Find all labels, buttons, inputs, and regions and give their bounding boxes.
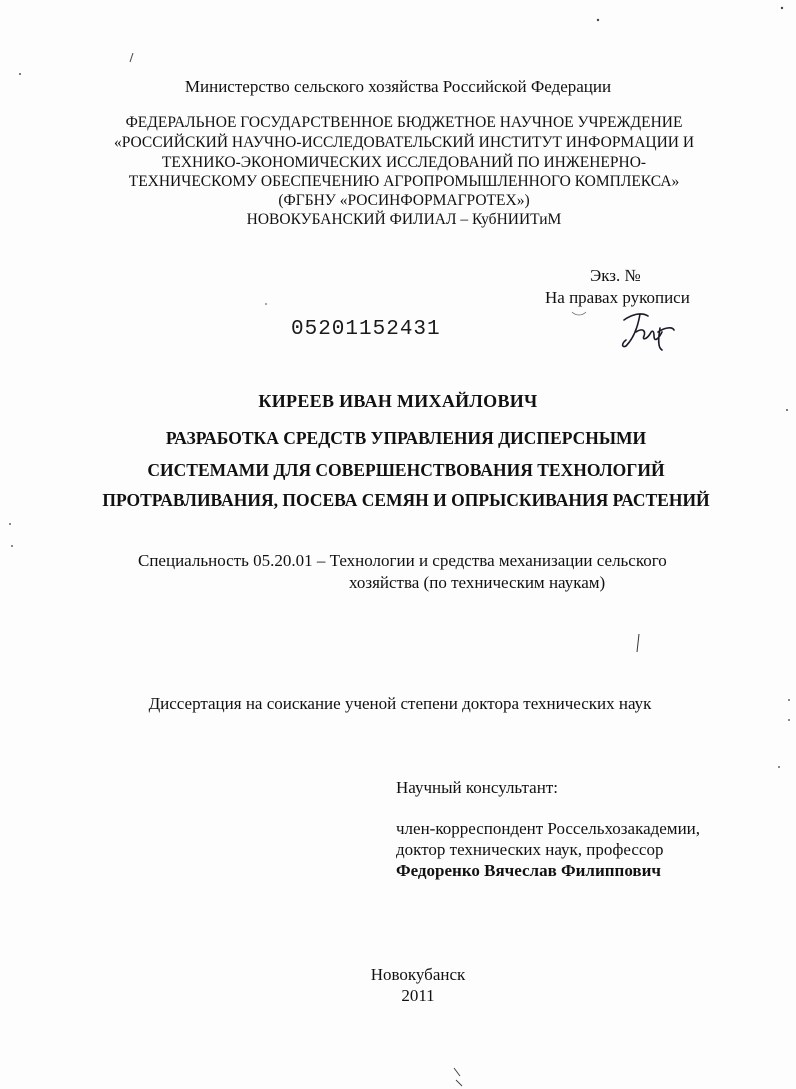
author-name: КИРЕЕВ ИВАН МИХАЙЛОВИЧ xyxy=(258,391,538,411)
specialty-line-1: Специальность 05.20.01 – Технологии и средства механизации сельского xyxy=(138,551,667,570)
specialty-line-2: хозяйства (по техническим наукам) xyxy=(349,573,606,592)
city: Новокубанск xyxy=(370,965,466,984)
consultant-degree: доктор технических наук, профессор xyxy=(396,840,664,859)
institution-line: «РОССИЙСКИЙ НАУЧНО-ИССЛЕДОВАТЕЛЬСКИЙ ИНСТИТУТ ИНФОРМАЦИИ И xyxy=(113,134,695,151)
year: 2011 xyxy=(401,986,435,1005)
institution-line: ТЕХНИКО-ЭКОНОМИЧЕСКИХ ИССЛЕДОВАНИЙ ПО ИНЖЕНЕРНО- xyxy=(161,154,647,171)
dissertation-statement: Диссертация на соискание ученой степени доктора технических наук xyxy=(148,694,652,713)
dissertation-title-line: СИСТЕМАМИ ДЛЯ СОВЕРШЕНСТВОВАНИЯ ТЕХНОЛОГИЙ xyxy=(147,460,665,480)
ministry-name: Министерство сельского хозяйства Российской Федерации xyxy=(184,77,612,96)
consultant-name: Федоренко Вячеслав Филиппович xyxy=(396,861,661,880)
dissertation-title-line: РАЗРАБОТКА СРЕДСТВ УПРАВЛЕНИЯ ДИСПЕРСНЫМИ xyxy=(165,428,647,448)
institution-line: ТЕХНИЧЕСКОМУ ОБЕСПЕЧЕНИЮ АГРОПРОМЫШЛЕННОГО КОМПЛЕКСА» xyxy=(128,173,680,190)
institution-line: НОВОКУБАНСКИЙ ФИЛИАЛ – КубНИИТиМ xyxy=(246,211,562,228)
registration-number: 05201152431 xyxy=(291,318,441,341)
institution-line: (ФГБНУ «РОСИНФОРМАГРОТЕХ») xyxy=(278,192,530,209)
manuscript-rights-note: На правах рукописи xyxy=(545,288,690,307)
consultant-label: Научный консультант: xyxy=(396,778,558,797)
consultant-position: член-корреспондент Россельхозакадемии, xyxy=(396,819,701,838)
institution-line: ФЕДЕРАЛЬНОЕ ГОСУДАРСТВЕННОЕ БЮДЖЕТНОЕ НАУЧНОЕ УЧРЕЖДЕНИЕ xyxy=(125,114,683,131)
dissertation-title-line: ПРОТРАВЛИВАНИЯ, ПОСЕВА СЕМЯН И ОПРЫСКИВАНИЯ РАСТЕНИЙ xyxy=(102,490,710,510)
handwritten-signature xyxy=(618,306,678,352)
copy-number-label: Экз. № xyxy=(590,266,641,285)
